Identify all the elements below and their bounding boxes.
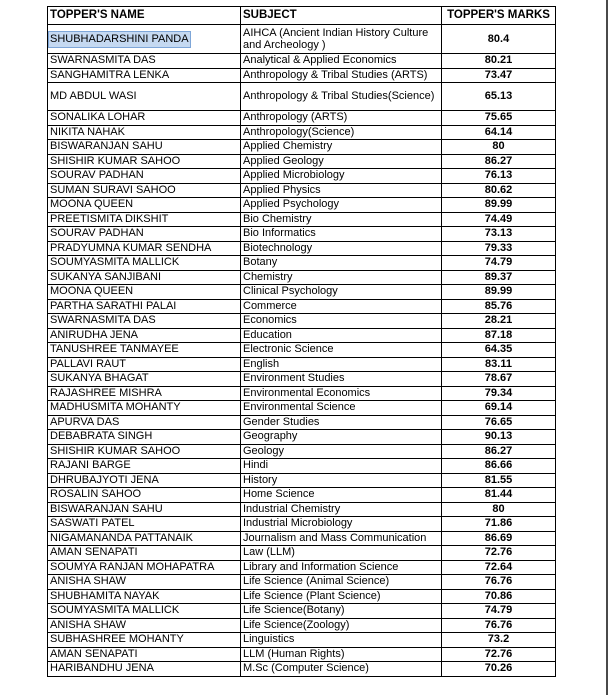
marks-cell: 81.44: [442, 488, 556, 502]
marks-cell: 28.21: [442, 314, 556, 328]
header-toppers-marks: TOPPER'S MARKS: [442, 7, 556, 24]
topper-name-cell: PARTHA SARATHI PALAI: [48, 300, 241, 314]
subject-cell: Industrial Microbiology: [241, 517, 442, 531]
topper-name-cell: SHISHIR KUMAR SAHOO: [48, 155, 241, 169]
marks-cell: 89.99: [442, 285, 556, 299]
table-row: [48, 401, 556, 416]
table-row: [48, 619, 556, 634]
subject-cell: Industrial Chemistry: [241, 503, 442, 517]
table-row: [48, 54, 556, 69]
topper-name-cell: ANIRUDHA JENA: [48, 329, 241, 343]
subject-cell: Geography: [241, 430, 442, 444]
subject-cell: Anthropology(Science): [241, 126, 442, 140]
table-row: [48, 213, 556, 228]
marks-cell: 89.37: [442, 271, 556, 285]
table-row: [48, 111, 556, 126]
topper-name-cell: SUMAN SURAVI SAHOO: [48, 184, 241, 198]
topper-name-cell: SWARNASMITA DAS: [48, 314, 241, 328]
marks-cell: 74.79: [442, 256, 556, 270]
table-header-row: [48, 7, 556, 25]
marks-cell: 80: [442, 140, 556, 154]
subject-cell: Applied Geology: [241, 155, 442, 169]
subject-cell: Hindi: [241, 459, 442, 473]
topper-name-cell: PRADYUMNA KUMAR SENDHA: [48, 242, 241, 256]
subject-cell: Anthropology & Tribal Studies(Science): [241, 83, 442, 110]
topper-name-cell: SUKANYA SANJIBANI: [48, 271, 241, 285]
table-row: [48, 561, 556, 576]
marks-cell: 75.65: [442, 111, 556, 125]
marks-cell: 85.76: [442, 300, 556, 314]
topper-name-cell: ANISHA SHAW: [48, 619, 241, 633]
marks-cell: 70.26: [442, 662, 556, 676]
marks-cell: 83.11: [442, 358, 556, 372]
subject-cell: Botany: [241, 256, 442, 270]
marks-cell: 76.76: [442, 575, 556, 589]
topper-name-cell: MADHUSMITA MOHANTY: [48, 401, 241, 415]
topper-name-cell: SUKANYA BHAGAT: [48, 372, 241, 386]
marks-cell: 73.13: [442, 227, 556, 241]
table-row: [48, 198, 556, 213]
subject-cell: Applied Chemistry: [241, 140, 442, 154]
marks-cell: 64.14: [442, 126, 556, 140]
subject-cell: History: [241, 474, 442, 488]
table-row: [48, 488, 556, 503]
marks-cell: 70.86: [442, 590, 556, 604]
table-row: [48, 474, 556, 489]
subject-cell: Applied Psychology: [241, 198, 442, 212]
topper-name-cell: SOURAV PADHAN: [48, 169, 241, 183]
subject-cell: English: [241, 358, 442, 372]
marks-cell: 80.4: [442, 25, 556, 53]
marks-cell: 81.55: [442, 474, 556, 488]
topper-name-cell: SHISHIR KUMAR SAHOO: [48, 445, 241, 459]
topper-name-cell: MOONA QUEEN: [48, 285, 241, 299]
topper-name-cell: SUBHASHREE MOHANTY: [48, 633, 241, 647]
topper-name-cell: NIGAMANANDA PATTANAIK: [48, 532, 241, 546]
table-row: [48, 343, 556, 358]
table-row: [48, 372, 556, 387]
subject-cell: Linguistics: [241, 633, 442, 647]
topper-name-cell: SONALIKA LOHAR: [48, 111, 241, 125]
topper-name-cell: [48, 25, 241, 53]
table-row: [48, 256, 556, 271]
marks-cell: 71.86: [442, 517, 556, 531]
subject-cell: Anthropology & Tribal Studies (ARTS): [241, 69, 442, 83]
topper-name-cell: ANISHA SHAW: [48, 575, 241, 589]
subject-cell: Economics: [241, 314, 442, 328]
marks-cell: 86.66: [442, 459, 556, 473]
marks-cell: 72.64: [442, 561, 556, 575]
toppers-table: [47, 6, 556, 677]
subject-cell: Commerce: [241, 300, 442, 314]
subject-cell: Bio Informatics: [241, 227, 442, 241]
subject-cell: M.Sc (Computer Science): [241, 662, 442, 676]
table-row: [48, 459, 556, 474]
table-row: [48, 227, 556, 242]
marks-cell: 87.18: [442, 329, 556, 343]
subject-cell: Life Science(Botany): [241, 604, 442, 618]
topper-name-cell: SWARNASMITA DAS: [48, 54, 241, 68]
topper-name-cell: RAJASHREE MISHRA: [48, 387, 241, 401]
topper-name-cell: PALLAVI RAUT: [48, 358, 241, 372]
table-row: [48, 140, 556, 155]
topper-name-cell: SASWATI PATEL: [48, 517, 241, 531]
topper-name-cell: SHUBHAMITA NAYAK: [48, 590, 241, 604]
table-row: [48, 69, 556, 84]
table-row: [48, 271, 556, 286]
subject-cell: Life Science(Zoology): [241, 619, 442, 633]
table-row: [48, 648, 556, 663]
topper-name-cell: APURVA DAS: [48, 416, 241, 430]
subject-cell: Life Science (Plant Science): [241, 590, 442, 604]
subject-cell: Anthropology (ARTS): [241, 111, 442, 125]
table-row: [48, 242, 556, 257]
table-row: [48, 300, 556, 315]
marks-cell: 80.21: [442, 54, 556, 68]
marks-cell: 72.76: [442, 648, 556, 662]
subject-cell: Home Science: [241, 488, 442, 502]
table-row: [48, 532, 556, 547]
subject-cell: Library and Information Science: [241, 561, 442, 575]
topper-name-cell: MD ABDUL WASI: [48, 83, 241, 110]
subject-cell: Applied Microbiology: [241, 169, 442, 183]
subject-cell: Education: [241, 329, 442, 343]
marks-cell: 80: [442, 503, 556, 517]
topper-name-cell: SOURAV PADHAN: [48, 227, 241, 241]
page-edge-line: [606, 0, 608, 695]
table-row: [48, 575, 556, 590]
topper-name-cell: TANUSHREE TANMAYEE: [48, 343, 241, 357]
table-row: [48, 285, 556, 300]
table-row: [48, 604, 556, 619]
subject-cell: Geology: [241, 445, 442, 459]
topper-name-cell: BISWARANJAN SAHU: [48, 140, 241, 154]
marks-cell: 72.76: [442, 546, 556, 560]
table-row: [48, 445, 556, 460]
subject-cell: Journalism and Mass Communication: [241, 532, 442, 546]
subject-cell: Biotechnology: [241, 242, 442, 256]
topper-name-cell: SANGHAMITRA LENKA: [48, 69, 241, 83]
subject-cell: Environment Studies: [241, 372, 442, 386]
marks-cell: 69.14: [442, 401, 556, 415]
topper-name-cell: SOUMYASMITA MALLICK: [48, 256, 241, 270]
table-row: [48, 387, 556, 402]
table-row: [48, 169, 556, 184]
table-row: [48, 329, 556, 344]
marks-cell: 76.13: [442, 169, 556, 183]
topper-name-cell: AMAN SENAPATI: [48, 546, 241, 560]
marks-cell: 86.69: [442, 532, 556, 546]
marks-cell: 74.79: [442, 604, 556, 618]
header-subject: SUBJECT: [241, 7, 442, 24]
table-row: [48, 430, 556, 445]
subject-cell: Environmental Science: [241, 401, 442, 415]
marks-cell: 80.62: [442, 184, 556, 198]
table-body: [48, 25, 556, 677]
topper-name-cell: AMAN SENAPATI: [48, 648, 241, 662]
topper-name-cell: DHRUBAJYOTI JENA: [48, 474, 241, 488]
marks-cell: 73.47: [442, 69, 556, 83]
marks-cell: 64.35: [442, 343, 556, 357]
header-toppers-name: TOPPER'S NAME: [48, 7, 241, 24]
topper-name-cell: ROSALIN SAHOO: [48, 488, 241, 502]
subject-cell: Clinical Psychology: [241, 285, 442, 299]
marks-cell: 76.76: [442, 619, 556, 633]
table-row: [48, 83, 556, 111]
table-row: [48, 184, 556, 199]
subject-cell: AIHCA (Ancient Indian History Culture and Archeology ): [241, 25, 442, 53]
subject-cell: Applied Physics: [241, 184, 442, 198]
table-row: [48, 517, 556, 532]
topper-name-cell: HARIBANDHU JENA: [48, 662, 241, 676]
marks-cell: 79.34: [442, 387, 556, 401]
table-row: [48, 633, 556, 648]
marks-cell: 89.99: [442, 198, 556, 212]
subject-cell: Environmental Economics: [241, 387, 442, 401]
subject-cell: Chemistry: [241, 271, 442, 285]
table-row: [48, 416, 556, 431]
table-row: [48, 314, 556, 329]
subject-cell: Analytical & Applied Economics: [241, 54, 442, 68]
topper-name-cell: PREETISMITA DIKSHIT: [48, 213, 241, 227]
topper-name-cell: MOONA QUEEN: [48, 198, 241, 212]
topper-name-cell: SOUMYASMITA MALLICK: [48, 604, 241, 618]
marks-cell: 78.67: [442, 372, 556, 386]
subject-cell: Electronic Science: [241, 343, 442, 357]
table-row: [48, 546, 556, 561]
marks-cell: 65.13: [442, 83, 556, 110]
topper-name-cell: BISWARANJAN SAHU: [48, 503, 241, 517]
table-row: [48, 503, 556, 518]
table-row: [48, 126, 556, 141]
marks-cell: 90.13: [442, 430, 556, 444]
highlighted-name-text: SHUBHADARSHINI PANDA: [50, 32, 189, 45]
subject-cell: LLM (Human Rights): [241, 648, 442, 662]
marks-cell: 86.27: [442, 155, 556, 169]
topper-name-cell: NIKITA NAHAK: [48, 126, 241, 140]
subject-cell: Law (LLM): [241, 546, 442, 560]
marks-cell: 73.2: [442, 633, 556, 647]
marks-cell: 86.27: [442, 445, 556, 459]
table-row: [48, 358, 556, 373]
marks-cell: 74.49: [442, 213, 556, 227]
table-row: [48, 590, 556, 605]
marks-cell: 79.33: [442, 242, 556, 256]
table-row: [48, 662, 556, 677]
subject-cell: Gender Studies: [241, 416, 442, 430]
marks-cell: 76.65: [442, 416, 556, 430]
table-row: [48, 155, 556, 170]
topper-name-cell: DEBABRATA SINGH: [48, 430, 241, 444]
subject-cell: Life Science (Animal Science): [241, 575, 442, 589]
subject-cell: Bio Chemistry: [241, 213, 442, 227]
table-row: [48, 25, 556, 54]
topper-name-cell: RAJANI BARGE: [48, 459, 241, 473]
topper-name-cell: SOUMYA RANJAN MOHAPATRA: [48, 561, 241, 575]
